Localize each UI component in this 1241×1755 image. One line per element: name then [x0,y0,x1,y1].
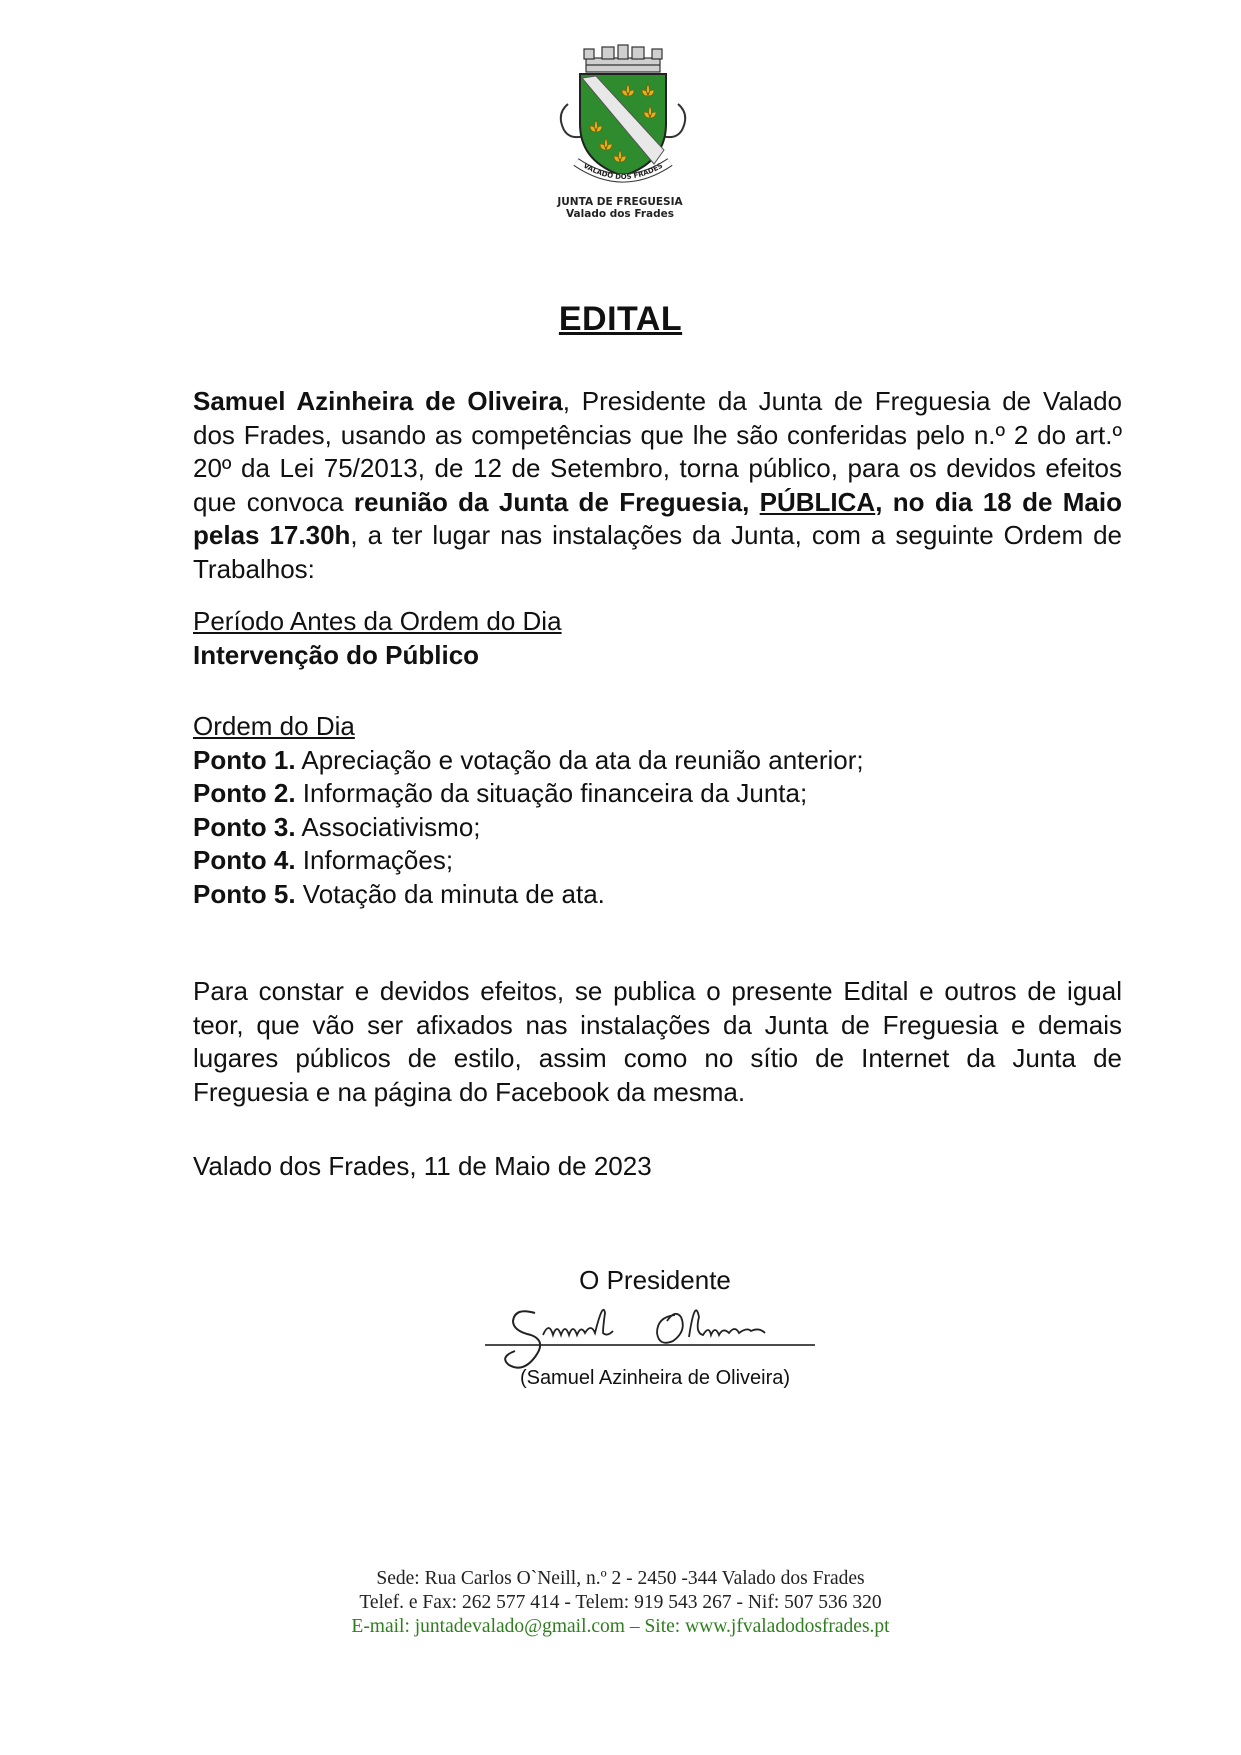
agenda-heading: Ordem do Dia [193,711,355,741]
signature-role: O Presidente [579,1265,731,1295]
intro-text-2: , a ter lugar nas instalações da Junta, com a seguinte Ordem de Trabalhos: [193,520,1123,584]
agenda-section [193,710,1122,911]
agenda-item-text: Apreciação e votação da ata da reunião anterior; [295,744,864,775]
closing-paragraph: Para constar e devidos efeitos, se publica o presente Edital e outros de igual teor, que vão ser afixados nas instalações da Junta de Freguesia e demais lugares públicos de estilo, assim como no sítio de Internet da Junta de Freguesia e na página do Facebook da mesma. [193,976,1122,1107]
public-marker: PÚBLICA [759,486,876,517]
agenda-item [193,744,1122,778]
period-before-section [193,605,1122,672]
signatory-name: (Samuel Azinheira de Oliveira) [519,1367,791,1389]
agenda-item [193,844,1122,878]
footer-contacts: E-mail: juntadevalado@gmail.com – Site: www.jfvaladodosfrades.pt [351,1616,890,1637]
meeting-datetime: , no dia 18 de Maio pelas 17.30h [193,486,1122,550]
document-title: EDITAL [558,300,683,338]
intro-paragraph [193,385,1122,586]
intro-text-1: , Presidente da Junta de Freguesia de Valado dos Frades, usando as competências que lhe são conferidas pelo n.º 2 do art.º 20º da Lei 75/2013, de 12 de Setembro, torna público, para os devidos efeitos que convoca [193,386,1122,517]
meeting-text-bold: reunião da Junta de Freguesia, [353,486,760,517]
coat-of-arms-logo [548,44,698,194]
organization-locality: Valado dos Frades [566,208,674,220]
agenda-item [193,878,1122,912]
organization-caption [520,196,720,220]
agenda-item-label: Ponto 2. [193,778,296,808]
agenda-item-label: Ponto 5. [193,878,296,909]
president-name: Samuel Azinheira de Oliveira [193,386,563,416]
footer-phones: Telef. e Fax: 262 577 414 - Telem: 919 543 267 - Nif: 507 536 320 [359,1592,882,1613]
agenda-item-label: Ponto 3. [193,811,296,842]
agenda-item-text: Informação da situação financeira da Junta; [295,778,808,808]
agenda-item-text: Votação da minuta de ata. [295,878,605,909]
mural-crown-icon [584,45,662,72]
agenda-item-text: Associativismo; [295,811,481,842]
organization-name: JUNTA DE FREGUESIA [557,196,683,208]
handwritten-signature [485,1295,825,1375]
agenda-item [193,811,1122,845]
agenda-item [193,777,1122,811]
period-before-heading: Período Antes da Ordem do Dia [193,606,562,636]
document-date: Valado dos Frades, 11 de Maio de 2023 [193,1151,652,1181]
agenda-item-label: Ponto 4. [193,845,296,875]
agenda-item-text: Informações; [295,845,454,875]
period-before-item: Intervenção do Público [193,639,480,670]
footer-address: Sede: Rua Carlos O`Neill, n.º 2 - 2450 -344 Valado dos Frades [376,1568,865,1589]
footer [0,1567,1241,1639]
crest-motto: VALADO DOS FRADES [581,161,665,182]
agenda-item-label: Ponto 1. [193,744,296,775]
